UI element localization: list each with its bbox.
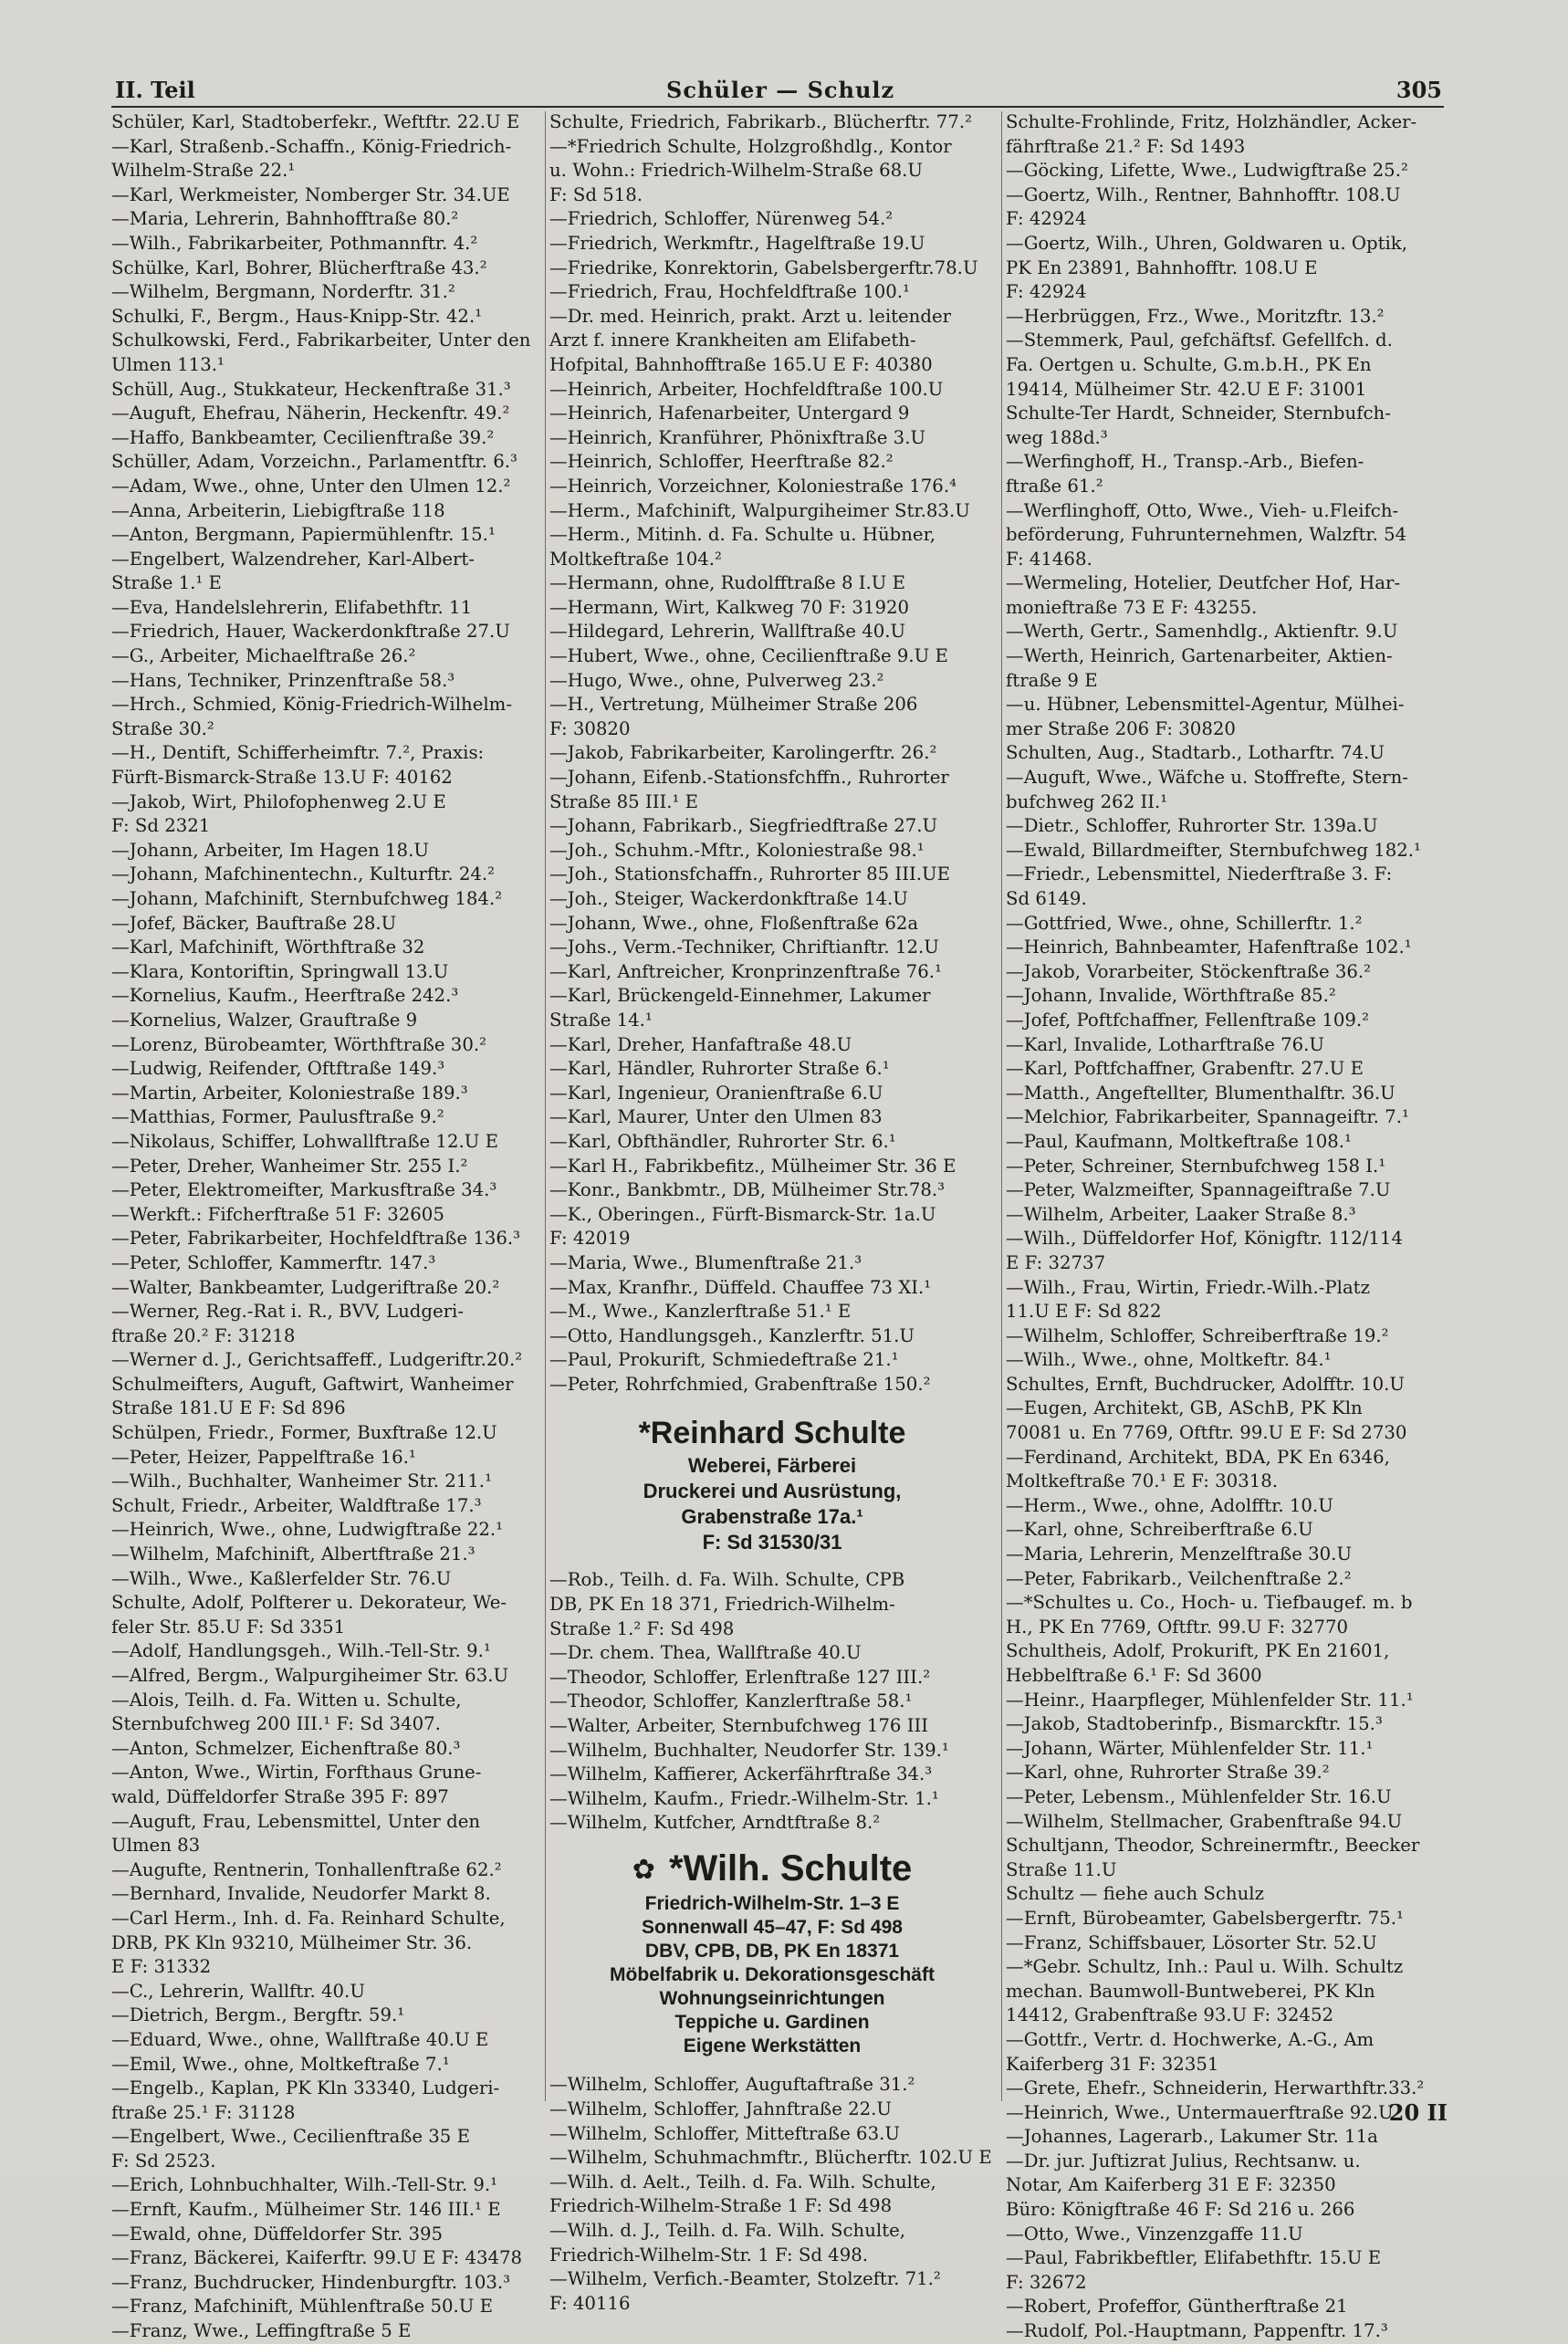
directory-entry: —Nikolaus, Schiffer, Lohwallftraße 12.U E [111,1130,498,1152]
directory-entry: —Johs., Verm.-Techniker, Chriftianftr. 12.U [549,937,939,958]
directory-entry: —Joh., Stationsfchaffn., Ruhrorter 85 III.UE [549,863,950,885]
directory-entry: Straße 14.¹ [549,1009,653,1031]
directory-entry: —Dietrich, Bergm., Bergftr. 59.¹ [111,2004,405,2026]
directory-entry: —Wilh., Fabrikarbeiter, Pothmannftr. 4.² [111,232,478,254]
directory-entry: DB, PK En 18 371, Friedrich-Wilhelm- [549,1594,895,1616]
directory-entry: F: Sd 518. [549,183,643,205]
directory-entry: —Karl, Händler, Ruhrorter Straße 6.¹ [549,1058,890,1080]
directory-entry: —K., Oberingen., Fürft-Bismarck-Str. 1a.U [549,1203,936,1225]
directory-entry: —Stemmerk, Paul, gefchäftsf. Gefellfch. d. [1006,330,1393,351]
directory-entry: —Robert, Profeffor, Güntherftraße 21 [1006,2296,1348,2318]
directory-entry: —Wilhelm, Buchhalter, Neudorfer Str. 139.¹ [549,1739,949,1761]
directory-entry: Hofpital, Bahnhofftraße 165.U E F: 40380 [549,353,933,375]
directory-entry: —Johann, Mafchinentechn., Kulturftr. 24.² [111,863,496,885]
directory-entry: H., PK En 7769, Oftftr. 99.U F: 32770 [1006,1616,1349,1638]
directory-entry: —Jakob, Fabrikarbeiter, Karolingerftr. 26.² [549,742,937,764]
directory-entry: —Auguft, Ehefrau, Näherin, Heckenftr. 49.² [111,403,510,424]
directory-entry: monieftraße 73 E F: 43255. [1006,596,1258,618]
directory-entry: —Peter, Elektromeifter, Markusftraße 34.³ [111,1179,497,1201]
directory-entry: —Wilhelm, Schloffer, Auguftaftraße 31.² [549,2074,915,2096]
ad-title: *Reinhard Schulte [638,1416,906,1451]
directory-entry: —Franz, Bäckerei, Kaiferftr. 99.U E F: 43478 [111,2247,523,2269]
directory-entry: Büro: Königftraße 46 F: Sd 216 u. 266 [1006,2199,1355,2221]
directory-entry: —*Friedrich Schulte, Holzgroßhdlg., Kontor [549,135,952,157]
directory-entry: —Hugo, Wwe., ohne, Pulverweg 23.² [549,669,884,691]
directory-entry: —Wilh., Wwe., Kaßlerfelder Str. 76.U [111,1567,452,1589]
directory-entry: —M., Wwe., Kanzlerftraße 51.¹ E [549,1301,852,1323]
directory-entry: —Anna, Arbeiterin, Liebigftraße 118 [111,499,445,521]
directory-entry: —Friedrich, Schloffer, Nürenweg 54.² [549,208,894,230]
directory-entry: —Martin, Arbeiter, Koloniestraße 189.³ [111,1082,468,1104]
directory-entry: —Gottfried, Wwe., ohne, Schillerftr. 1.² [1006,912,1363,934]
directory-entry: —Ewald, ohne, Düffeldorfer Str. 395 [111,2223,444,2245]
directory-entry: 11.U E F: Sd 822 [1006,1301,1162,1323]
ad-line: Möbelfabrik u. Dekorationsgeschäft [610,1964,935,1986]
directory-entry: —Karl, Maurer, Unter den Ulmen 83 [549,1106,883,1128]
directory-entry: Fa. Oertgen u. Schulte, G.m.b.H., PK En [1006,353,1372,375]
directory-entry: —Karl, ohne, Schreiberftraße 6.U [1006,1519,1313,1541]
directory-entry: —Johann, Wärter, Mühlenfelder Str. 11.¹ [1006,1737,1374,1759]
directory-entry: —Wilhelm, Kaufm., Friedr.-Wilhelm-Str. 1.¹ [549,1787,939,1809]
directory-entry: —G., Arbeiter, Michaelftraße 26.² [111,645,416,667]
directory-entry: —Engelbert, Wwe., Cecilienftraße 35 E [111,2126,470,2148]
directory-entry: Arzt f. innere Krankheiten am Elifabeth- [549,330,916,351]
directory-entry: Schultjann, Theodor, Schreinermftr., Beecker [1006,1835,1420,1857]
directory-entry: —Ernft, Bürobeamter, Gabelsbergerftr. 75.¹ [1006,1907,1404,1929]
directory-entry: —Ferdinand, Architekt, BDA, PK En 6346, [1006,1446,1390,1468]
directory-entry: —C., Lehrerin, Wallftr. 40.U [111,1980,365,2002]
directory-entry: ftraße 20.² F: 31218 [111,1324,296,1346]
directory-entry: —Wilh. d. J., Teilh. d. Fa. Wilh. Schulte, [549,2220,906,2241]
directory-entry: Schulte-Frohlinde, Fritz, Holzhändler, Acker- [1006,111,1417,132]
directory-entry: Schulki, F., Bergm., Haus-Knipp-Str. 42.¹ [111,305,483,327]
directory-entry: —H., Vertretung, Mülheimer Straße 206 [549,694,918,716]
ad-line: Sonnenwall 45–47, F: Sd 498 [642,1917,903,1939]
directory-entry: —Kornelius, Walzer, Grauftraße 9 [111,1009,418,1031]
directory-entry: bufchweg 262 II.¹ [1006,790,1168,812]
advertisement-wilh-schulte [549,1847,995,2058]
directory-entry: —Paul, Fabrikbeftler, Elifabethftr. 15.U E [1006,2247,1382,2269]
column-2-entries-top [549,110,995,1397]
directory-entry: —Ewald, Billardmeifter, Sternbufchweg 182.¹ [1006,839,1421,861]
directory-entry: —Eugen, Architekt, GB, ASchB, PK Kln [1006,1397,1363,1419]
directory-entry: —Gottfr., Vertr. d. Hochwerke, A.-G., Am [1006,2028,1375,2050]
directory-entry: E F: 32737 [1006,1251,1106,1273]
directory-entry: —Paul, Prokurift, Schmiedeftraße 21.¹ [549,1349,899,1371]
directory-entry: F: 30820 [549,717,631,739]
directory-entry: —Herm., Mafchinift, Walpurgiheimer Str.83.U [549,499,970,521]
directory-entry: —u. Hübner, Lebensmittel-Agentur, Mülhei- [1006,694,1405,716]
column-2-entries-bottom [549,2073,995,2316]
directory-entry: Schülke, Karl, Bohrer, Blücherftraße 43.² [111,256,487,278]
advertisement-reinhard-schulte [549,1413,995,1555]
directory-entry: Friedrich-Wilhelm-Str. 1 F: Sd 498. [549,2244,869,2266]
directory-entry: —Wilh., Düffeldorfer Hof, Königftr. 112/114 [1006,1228,1403,1250]
ad-line: Wohnungseinrichtungen [659,1988,885,2010]
directory-entry: —Kornelius, Kaufm., Heerftraße 242.³ [111,985,459,1007]
directory-entry: —*Gebr. Schultz, Inh.: Paul u. Wilh. Schultz [1006,1956,1404,1978]
directory-entry: —Dr. chem. Thea, Wallftraße 40.U [549,1642,862,1664]
directory-entry: —Grete, Ehefr., Schneiderin, Herwarthftr.33.² [1006,2077,1425,2099]
directory-entry: feler Str. 85.U F: Sd 3351 [111,1616,346,1638]
directory-entry: —Peter, Fabrikarb., Veilchenftraße 2.² [1006,1567,1352,1589]
directory-entry: —Dr. jur. Juftizrat Julius, Rechtsanw. u. [1006,2150,1361,2171]
directory-entry: —Heinr., Haarpfleger, Mühlenfelder Str. 11.¹ [1006,1689,1414,1711]
directory-entry: —Peter, Schreiner, Sternbufchweg 158 I.¹ [1006,1155,1386,1177]
directory-entry: Schultes, Ernft, Buchdrucker, Adolfftr. 10.U [1006,1373,1405,1395]
directory-entry: Ulmen 83 [111,1835,201,1857]
directory-entry: —Werner d. J., Gerichtsaffeff., Ludgeriftr.20.² [111,1349,523,1371]
directory-entry: —Werner, Reg.-Rat i. R., BVV, Ludgeri- [111,1301,464,1323]
directory-entry: —Anton, Schmelzer, Eichenftraße 80.³ [111,1737,461,1759]
directory-entry: —Joh., Schuhm.-Mftr., Koloniestraße 98.¹ [549,839,925,861]
directory-entry: —Wilh., Frau, Wirtin, Friedr.-Wilh.-Platz [1006,1276,1370,1298]
directory-entry: ftraße 9 E [1006,669,1098,691]
ad-line: Weberei, Färberei [687,1454,857,1478]
directory-entry: —Peter, Schloffer, Kammerftr. 147.³ [111,1251,436,1273]
directory-entry: Schulte, Adolf, Polfterer u. Dekorateur, We- [111,1592,507,1614]
directory-entry: —Bernhard, Invalide, Neudorfer Markt 8. [111,1883,491,1905]
directory-entry: —Wilhelm, Schloffer, Jahnftraße 22.U [549,2098,893,2120]
directory-entry: —Werth, Gertr., Samenhdlg., Aktienftr. 9.U [1006,621,1398,643]
directory-entry: —Hrch., Schmied, König-Friedrich-Wilhelm- [111,694,512,716]
column-divider [1001,111,1002,2101]
directory-entry: Schultheis, Adolf, Prokurift, PK En 21601, [1006,1640,1390,1662]
ad-line: Teppiche u. Gardinen [674,2012,870,2034]
directory-entry: —Peter, Fabrikarbeiter, Hochfeldftraße 136.³ [111,1228,521,1250]
directory-entry: —Eduard, Wwe., ohne, Wallftraße 40.U E [111,2028,489,2050]
ad-line: F: Sd 31530/31 [702,1531,842,1554]
directory-entry: —Werfinghoff, H., Transp.-Arb., Biefen- [1006,451,1364,473]
directory-entry: —Otto, Handlungsgeh., Kanzlerftr. 51.U [549,1324,915,1346]
directory-entry: E F: 31332 [111,1956,212,1978]
directory-entry: —Johann, Mafchinift, Sternbufchweg 184.² [111,888,503,909]
directory-entry: —Jakob, Stadtoberinfp., Bismarckftr. 15.³ [1006,1713,1383,1735]
ad-line: Eigene Werkstätten [683,2035,862,2057]
directory-entry: fährftraße 21.² F: Sd 1493 [1006,135,1246,157]
directory-entry: F: 42019 [549,1228,631,1250]
ad-title-text: *Wilh. Schulte [668,1848,913,1889]
directory-entry: —Peter, Lebensm., Mühlenfelder Str. 16.U [1006,1785,1392,1807]
directory-entry: —Werkft.: Fifcherftraße 51 F: 32605 [111,1203,444,1225]
directory-entry: F: 41468. [1006,548,1092,570]
directory-entry: —Alfred, Bergm., Walpurgiheimer Str. 63.U [111,1665,509,1686]
directory-entry: —Wilhelm, Kutfcher, Arndtftraße 8.² [549,1812,881,1834]
directory-entry: —Karl, Poftfchaffner, Grabenftr. 27.U E [1006,1058,1364,1080]
directory-entry: u. Wohn.: Friedrich-Wilhelm-Straße 68.U [549,160,924,182]
directory-entry: Schülpen, Friedr., Former, Buxftraße 12.U [111,1422,497,1444]
directory-entry: —Hubert, Wwe., ohne, Cecilienftraße 9.U E [549,645,948,667]
directory-entry: —Matth., Angeftellter, Blumenthalftr. 36.U [1006,1082,1396,1104]
directory-entry: —Heinrich, Wwe., ohne, Ludwigftraße 22.¹ [111,1519,504,1541]
directory-entry: —Karl, Brückengeld-Einnehmer, Lakumer [549,985,931,1007]
directory-entry: —Wilhelm, Schloffer, Mitteftraße 63.U [549,2122,900,2144]
signature-mark: 20 II [1388,2099,1448,2126]
directory-entry: Hebbelftraße 6.¹ F: Sd 3600 [1006,1665,1262,1686]
directory-entry: F: Sd 2523. [111,2150,216,2171]
directory-entry: —Karl H., Fabrikbefitz., Mülheimer Str. 36 E [549,1155,956,1177]
page-number: 305 [1396,77,1442,103]
directory-entry: Schulkowski, Ferd., Fabrikarbeiter, Unter den [111,330,531,351]
directory-entry: 19414, Mülheimer Str. 42.U E F: 31001 [1006,378,1367,400]
directory-entry: F: Sd 2321 [111,815,211,837]
column-2-entries-middle [549,1568,995,1836]
directory-entry: Sd 6149. [1006,888,1087,909]
ad-line: DBV, CPB, DB, PK En 18371 [644,1941,900,1962]
directory-entry: F: 40116 [549,2292,631,2314]
directory-entry: —Walter, Arbeiter, Sternbufchweg 176 III [549,1715,929,1737]
directory-entry: —Erich, Lohnbuchhalter, Wilh.-Tell-Str. 9.¹ [111,2174,498,2196]
directory-entry: —Heinrich, Kranführer, Phönixftraße 3.U [549,426,926,448]
directory-entry: Schüler, Karl, Stadtoberfekr., Weftftr. 22.U E [111,111,520,132]
directory-entry: Straße 181.U E F: Sd 896 [111,1397,346,1419]
directory-entry: —Anton, Wwe., Wirtin, Forfthaus Grune- [111,1762,482,1784]
directory-entry: —Theodor, Schloffer, Erlenftraße 127 III.² [549,1666,931,1688]
directory-entry: —Karl, Ingenieur, Oranienftraße 6.U [549,1082,883,1104]
directory-entry: Straße 1.² F: Sd 498 [549,1617,735,1639]
directory-entry: 70081 u. En 7769, Oftftr. 99.U E F: Sd 2730 [1006,1422,1407,1444]
directory-entry: —Göcking, Lifette, Wwe., Ludwigftraße 25.² [1006,160,1408,182]
directory-entry: —Heinrich, Bahnbeamter, Hafenftraße 102.¹ [1006,937,1412,958]
directory-entry: —Peter, Walzmeifter, Spannageiftraße 7.U [1006,1179,1391,1201]
directory-entry: —Hildegard, Lehrerin, Wallftraße 40.U [549,621,906,643]
directory-entry: —Peter, Heizer, Pappelftraße 16.¹ [111,1446,416,1468]
directory-entry: —Maria, Wwe., Blumenftraße 21.³ [549,1251,862,1273]
header-rule [111,106,1444,108]
directory-entry: —Paul, Kaufmann, Moltkeftraße 108.¹ [1006,1130,1352,1152]
directory-entry: —Wilh., Buchhalter, Wanheimer Str. 211.¹ [111,1470,492,1492]
directory-entry: Ulmen 113.¹ [111,353,225,375]
directory-entry: —Wilhelm, Mafchinift, Albertftraße 21.³ [111,1543,476,1565]
directory-entry: Sternbufchweg 200 III.¹ F: Sd 3407. [111,1713,441,1735]
directory-entry: —Herm., Wwe., ohne, Adolfftr. 10.U [1006,1494,1333,1516]
directory-entry: —Jakob, Wirt, Philofophenweg 2.U E [111,790,446,812]
directory-entry: —Adam, Wwe., ohne, Unter den Ulmen 12.² [111,475,511,497]
directory-entry: —Wilhelm, Schloffer, Schreiberftraße 19.² [1006,1324,1389,1346]
directory-entry: ftraße 25.¹ F: 31128 [111,2101,296,2123]
directory-entry: —Franz, Schiffsbauer, Lösorter Str. 52.U [1006,1931,1377,1953]
directory-entry: —Friedrich, Hauer, Wackerdonkftraße 27.U [111,621,510,643]
directory-entry: —Goertz, Wilh., Uhren, Goldwaren u. Optik, [1006,232,1407,254]
directory-entry: F: 32672 [1006,2271,1087,2293]
directory-entry: Straße 11.U [1006,1858,1117,1880]
directory-entry: Wilhelm-Straße 22.¹ [111,160,296,182]
directory-entry: —Peter, Rohrfchmied, Grabenftraße 150.² [549,1373,931,1395]
page-header [110,77,1442,108]
directory-entry: —Hermann, ohne, Rudolfftraße 8 I.U E [549,572,905,594]
directory-entry: —Heinrich, Vorzeichner, Koloniestraße 176.⁴ [549,475,956,497]
directory-entry: 14412, Grabenftraße 93.U F: 32452 [1006,2004,1333,2026]
directory-entry: —Augufte, Rentnerin, Tonhallenftraße 62.² [111,1858,502,1880]
directory-entry: —Hermann, Wirt, Kalkweg 70 F: 31920 [549,596,910,618]
directory-entry: —Rudolf, Pol.-Hauptmann, Pappenftr. 17.³ [1006,2320,1388,2342]
directory-entry: weg 188d.³ [1006,426,1108,448]
directory-entry: —Friedr., Lebensmittel, Niederftraße 3. F: [1006,863,1393,885]
directory-entry: —Ernft, Kaufm., Mülheimer Str. 146 III.¹ E [111,2199,501,2221]
directory-entry: —Herm., Mitinh. d. Fa. Schulte u. Hübner, [549,524,936,546]
directory-entry: —Engelb., Kaplan, PK Kln 33340, Ludgeri- [111,2077,500,2099]
directory-entry: Fürft-Bismarck-Straße 13.U F: 40162 [111,767,453,789]
directory-entry: —Wilh. d. Aelt., Teilh. d. Fa. Wilh. Schulte, [549,2171,936,2192]
directory-entry: —Karl, ohne, Ruhrorter Straße 39.² [1006,1762,1330,1784]
directory-entry: —Heinrich, Hafenarbeiter, Untergard 9 [549,403,910,424]
column-3 [1006,110,1446,2344]
directory-entry: —Adolf, Handlungsgeh., Wilh.-Tell-Str. 9.¹ [111,1640,491,1662]
directory-entry: —Dr. med. Heinrich, prakt. Arzt u. leitender [549,305,952,327]
directory-entry: Schulmeifters, Auguft, Gaftwirt, Wanheimer [111,1373,514,1395]
column-2 [549,110,995,2316]
directory-entry: Schulten, Aug., Stadtarb., Lotharftr. 74.U [1006,742,1385,764]
ad-line: Druckerei und Ausrüstung, [643,1480,902,1503]
directory-entry: —Jofef, Bäcker, Bauftraße 28.U [111,912,397,934]
directory-entry: Moltkeftraße 70.¹ E F: 30318. [1006,1470,1279,1492]
directory-entry: —Eva, Handelslehrerin, Elifabethftr. 11 [111,596,473,618]
directory-entry: —Dietr., Schloffer, Ruhrorter Str. 139a.U [1006,815,1378,837]
directory-entry: —Werflinghoff, Otto, Wwe., Vieh- u.Fleifch- [1006,499,1399,521]
directory-entry: —Johann, Wwe., ohne, Floßenftraße 62a [549,912,919,934]
ad-title [549,1847,995,1892]
directory-entry: mer Straße 206 F: 30820 [1006,717,1236,739]
directory-entry: PK En 23891, Bahnhofftr. 108.U E [1006,256,1318,278]
directory-entry: —Franz, Mafchinift, Mühlenftraße 50.U E [111,2296,494,2318]
directory-entry: —Theodor, Schloffer, Kanzlerftraße 58.¹ [549,1690,913,1712]
directory-entry: —Johann, Eifenb.-Stationsfchffn., Ruhrorter [549,767,949,789]
directory-entry: Schultz — fiehe auch Schulz [1006,1883,1264,1905]
directory-entry: —Karl, Werkmeister, Nomberger Str. 34.UE [111,183,510,205]
directory-entry: —Heinrich, Wwe., Untermauerftraße 92.U [1006,2101,1394,2123]
directory-entry: Schulte-Ter Hardt, Schneider, Sternbufch- [1006,403,1391,424]
directory-entry: mechan. Baumwoll-Buntweberei, PK Kln [1006,1980,1375,2002]
directory-entry: —Haffo, Bankbeamter, Cecilienftraße 39.² [111,426,495,448]
directory-entry: F: 42924 [1006,281,1087,303]
directory-entry: —Lorenz, Bürobeamter, Wörthftraße 30.² [111,1033,487,1055]
directory-entry: —Max, Kranfhr., Düffeld. Chauffee 73 XI.¹ [549,1276,932,1298]
directory-entry: —Melchior, Fabrikarbeiter, Spannageiftr. 7.¹ [1006,1106,1409,1128]
directory-entry: —Heinrich, Arbeiter, Hochfeldftraße 100.U [549,378,944,400]
directory-entry: —Wermeling, Hotelier, Deutfcher Hof, Har- [1006,572,1401,594]
directory-entry: Straße 85 III.¹ E [549,790,699,812]
directory-entry: —Anton, Bergmann, Papiermühlenftr. 15.¹ [111,524,496,546]
directory-entry: Straße 1.¹ E [111,572,222,594]
directory-entry: wald, Düffeldorfer Straße 395 F: 897 [111,1785,449,1807]
directory-entry: Kaiferberg 31 F: 32351 [1006,2053,1219,2075]
directory-entry: —Friedrich, Werkmftr., Hagelftraße 19.U [549,232,925,254]
directory-entry: beförderung, Fuhrunternehmen, Walzftr. 54 [1006,524,1407,546]
directory-entry: —Auguft, Frau, Lebensmittel, Unter den [111,1810,481,1832]
directory-entry: —Franz, Wwe., Leffingftraße 5 E [111,2320,412,2342]
directory-entry: —Otto, Wwe., Vinzenzgaffe 11.U [1006,2223,1303,2245]
directory-entry: —H., Dentift, Schifferheimftr. 7.², Praxis: [111,742,485,764]
directory-entry: —Karl, Mafchinift, Wörthftraße 32 [111,937,425,958]
section-label: II. Teil [115,77,195,103]
directory-entry: —Joh., Steiger, Wackerdonkftraße 14.U [549,888,908,909]
directory-entry: —Johann, Invalide, Wörthftraße 85.² [1006,985,1336,1007]
directory-entry: —Ludwig, Reifender, Oftftraße 149.³ [111,1058,445,1080]
directory-entry: —Jofef, Poftfchaffner, Fellenftraße 109.² [1006,1009,1370,1031]
directory-entry: —Karl, Invalide, Lotharftraße 76.U [1006,1033,1325,1055]
running-head: Schüler — Schulz [666,77,895,103]
directory-entry: —Klara, Kontoriftin, Springwall 13.U [111,960,449,982]
column-1 [111,110,559,2344]
directory-entry: —Friedrich, Frau, Hochfeldftraße 100.¹ [549,281,910,303]
directory-entry: —Franz, Buchdrucker, Hindenburgftr. 103.³ [111,2271,511,2293]
directory-entry: DRB, PK Kln 93210, Mülheimer Str. 36. [111,1931,473,1953]
directory-entry: —Karl, Anftreicher, Kronprinzenftraße 76.¹ [549,960,942,982]
directory-entry: —Johann, Fabrikarb., Siegfriedftraße 27.U [549,815,938,837]
directory-entry: —Konr., Bankbmtr., DB, Mülheimer Str.78.³ [549,1179,946,1201]
directory-entry: Schult, Friedr., Arbeiter, Waldftraße 17.³ [111,1494,482,1516]
directory-entry: —Heinrich, Schloffer, Heerftraße 82.² [549,451,894,473]
directory-entry: —Karl, Dreher, Hanfaftraße 48.U [549,1033,852,1055]
directory-entry: Notar, Am Kaiferberg 31 E F: 32350 [1006,2174,1336,2196]
directory-entry: —Wilhelm, Kaffierer, Ackerfährftraße 34.³ [549,1763,933,1785]
directory-entry: —Walter, Bankbeamter, Ludgeriftraße 20.² [111,1276,500,1298]
directory-entry: ftraße 61.² [1006,475,1103,497]
directory-entry: Straße 30.² [111,717,214,739]
directory-entry: Moltkeftraße 104.² [549,548,722,570]
directory-entry: —Wilhelm, Stellmacher, Grabenftraße 94.U [1006,1810,1403,1832]
ad-line: Friedrich-Wilhelm-Str. 1–3 E [644,1893,900,1915]
directory-entry: —Herbrüggen, Frz., Wwe., Moritzftr. 13.² [1006,305,1385,327]
directory-entry: —Friedrike, Konrektorin, Gabelsbergerftr.78.U [549,256,978,278]
directory-entry: Schüller, Adam, Vorzeichn., Parlamentftr. 6.³ [111,451,517,473]
directory-entry: —Wilhelm, Bergmann, Norderftr. 31.² [111,281,455,303]
directory-entry: —Karl, Obfthändler, Ruhrorter Str. 6.¹ [549,1130,896,1152]
directory-entry: —Maria, Lehrerin, Bahnhofftraße 80.² [111,208,459,230]
directory-entry: —Carl Herm., Inh. d. Fa. Reinhard Schulte, [111,1907,506,1929]
ad-line: Grabenstraße 17a.¹ [681,1505,863,1529]
directory-entry: Schulte, Friedrich, Fabrikarb., Blücherftr. 77.² [549,111,973,132]
directory-entry: —Wilhelm, Verfich.-Beamter, Stolzeftr. 71.² [549,2268,941,2290]
directory-entry: —Peter, Dreher, Wanheimer Str. 255 I.² [111,1155,468,1177]
directory-entry: —Johann, Arbeiter, Im Hagen 18.U [111,839,429,861]
directory-entry: —Maria, Lehrerin, Menzelftraße 30.U [1006,1543,1353,1565]
directory-entry: —Johannes, Lagerarb., Lakumer Str. 11a [1006,2126,1378,2148]
directory-entry: —Jakob, Vorarbeiter, Stöckenftraße 36.² [1006,960,1372,982]
directory-entry: —Hans, Techniker, Prinzenftraße 58.³ [111,669,455,691]
directory-entry: —Wilhelm, Schuhmachmftr., Blücherftr. 102.U E [549,2147,992,2169]
directory-entry: —Rob., Teilh. d. Fa. Wilh. Schulte, CPB [549,1569,905,1591]
wreath-logo-icon: ✿ [632,1855,655,1886]
directory-entry: —Auguft, Wwe., Wäfche u. Stoffrefte, Stern- [1006,767,1408,789]
directory-entry: —Werth, Heinrich, Gartenarbeiter, Aktien- [1006,645,1393,667]
directory-entry: —Karl, Straßenb.-Schaffn., König-Friedrich- [111,135,512,157]
directory-entry: Friedrich-Wilhelm-Straße 1 F: Sd 498 [549,2195,893,2217]
directory-entry: F: 42924 [1006,208,1087,230]
directory-entry: —Wilhelm, Arbeiter, Laaker Straße 8.³ [1006,1203,1356,1225]
directory-entry: —Alois, Teilh. d. Fa. Witten u. Schulte, [111,1689,462,1711]
directory-entry: Schüll, Aug., Stukkateur, Heckenftraße 31.³ [111,378,511,400]
directory-entry: —Emil, Wwe., ohne, Moltkeftraße 7.¹ [111,2053,450,2075]
directory-entry: —*Schultes u. Co., Hoch- u. Tiefbaugef. m. b [1006,1592,1413,1614]
directory-entry: —Engelbert, Walzendreher, Karl-Albert- [111,548,475,570]
directory-entry: —Goertz, Wilh., Rentner, Bahnhofftr. 108.U [1006,183,1401,205]
directory-entry: —Wilh., Wwe., ohne, Moltkeftr. 84.¹ [1006,1349,1332,1371]
directory-entry: —Matthias, Former, Paulusftraße 9.² [111,1106,444,1128]
